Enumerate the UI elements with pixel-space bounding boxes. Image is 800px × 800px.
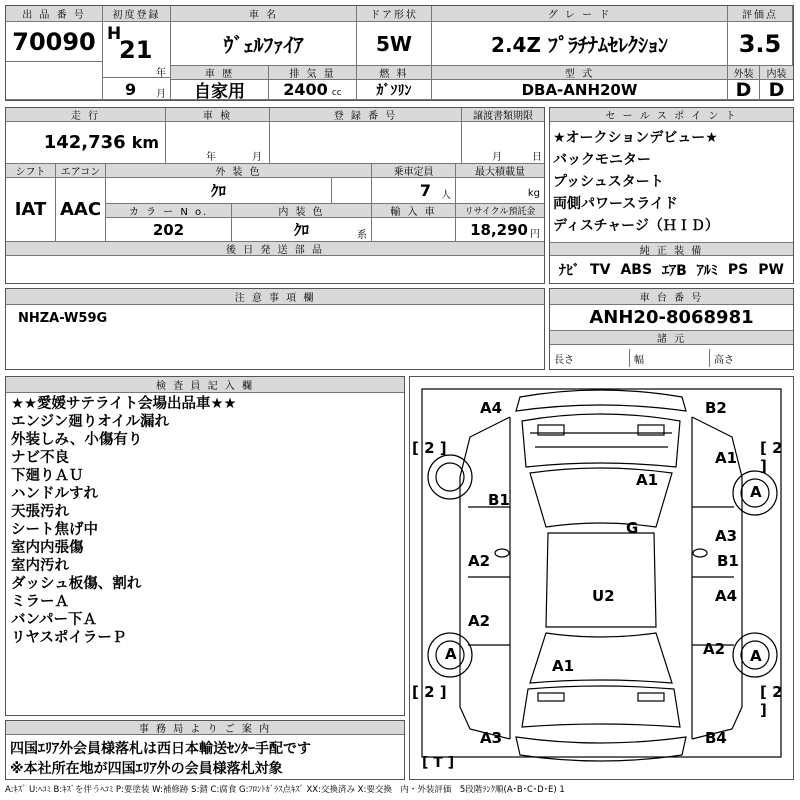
kg-unit: kg: [527, 188, 540, 199]
transfer-cell: [462, 122, 544, 164]
inspector-note: バンパー下Ａ: [11, 612, 97, 628]
later-parts: [6, 256, 544, 283]
score: 3.5: [728, 22, 793, 66]
first-reg-month: [103, 78, 171, 100]
inspector-note: 室内内張傷: [11, 540, 84, 556]
month-unit: 月: [156, 89, 166, 100]
yen-unit: 円: [530, 229, 540, 240]
chassis-number: ANH20-8068981: [550, 305, 793, 331]
cc-unit: cc: [331, 87, 342, 98]
lot-blank: [6, 62, 103, 100]
reg-number: [270, 122, 462, 164]
later-parts-label: 後 日 発 送 部 品: [6, 242, 544, 256]
reg-month: 9: [125, 80, 137, 99]
equip-item: TV: [590, 261, 611, 278]
inspector-note: エンジン廻りオイル漏れ: [11, 414, 170, 430]
inspector-note: 天張汚れ: [11, 504, 69, 520]
inspector-block: [5, 376, 405, 716]
equipment-label: 純 正 装 備: [550, 242, 793, 256]
km-unit: km: [131, 133, 159, 152]
dims-label: 諸 元: [550, 331, 793, 345]
caution-label: 注 意 事 項 欄: [6, 289, 544, 305]
office-label: 事 務 局 よ り ご 案 内: [6, 721, 404, 735]
score-label: 評価点: [728, 6, 793, 22]
inspector-label: 検 査 員 記 入 欄: [6, 377, 404, 393]
damage-left-rear-wheel: A: [445, 645, 457, 663]
caution-block: [5, 288, 545, 370]
color: ｸﾛ: [106, 178, 332, 204]
year-unit: 年: [156, 68, 166, 78]
fuel: ｶﾞｿﾘﾝ: [357, 80, 432, 100]
recycle: 18,290: [470, 220, 528, 239]
door-label: ドア形状: [357, 6, 432, 22]
ac: AAC: [56, 178, 106, 242]
inspection-cell: [166, 122, 270, 164]
inspection-label: 車 検: [166, 108, 270, 122]
car-name: ｳﾞｪﾙﾌｧｲｱ: [171, 22, 357, 66]
int-color-label: 内 装 色: [232, 204, 372, 218]
ext-grade: D: [728, 80, 760, 100]
inspector-note: 室内汚れ: [11, 558, 69, 574]
person-unit: 人: [441, 190, 451, 201]
int-color-cell: [232, 218, 372, 242]
color-no: 202: [106, 218, 232, 242]
sales-point: バックモニター: [553, 152, 651, 168]
transfer-label: 譲渡書類期限: [462, 108, 544, 122]
first-reg-year: [103, 22, 171, 78]
mileage-cell: [6, 122, 166, 164]
capacity-cell: [372, 178, 456, 204]
grade: 2.4Z ﾌﾟﾗﾁﾅﾑｾﾚｸｼｮﾝ: [432, 22, 728, 66]
inspector-note: ハンドルすれ: [11, 486, 98, 502]
int-grade-label: 内装: [760, 66, 793, 80]
color-no-label: カ ラ ー N o.: [106, 204, 232, 218]
chassis-block: [549, 288, 794, 370]
equipment-list: [550, 256, 793, 283]
damage-roof: U2: [592, 587, 615, 605]
door-type: 5W: [357, 22, 432, 66]
damage-right-rear-fender: A2: [703, 640, 726, 658]
header-block: [5, 5, 794, 101]
damage-left-front-door: A2: [468, 552, 491, 570]
inspector-note: ダッシュ板傷、割れ: [11, 576, 142, 592]
damage-right-front-door2: B1: [717, 552, 739, 570]
inspector-note: 下廻りＡＵ: [11, 468, 84, 484]
height-label: 高さ: [714, 354, 734, 366]
color-label: 外 装 色: [106, 164, 372, 178]
int-color: ｸﾛ: [293, 221, 309, 239]
office-line: ※本社所在地が四国ｴﾘｱ外の会員様落札対象: [10, 761, 283, 777]
sales-points-label: セ ー ル ス ポ イ ン ト: [550, 108, 793, 122]
damage-rear-area: A1: [552, 657, 575, 675]
shift: IAT: [6, 178, 56, 242]
damage-right-front-fender: A1: [715, 449, 738, 467]
insp-month-unit: 月: [252, 152, 262, 163]
damage-right-rear-wheel: A: [750, 647, 762, 665]
damage-right-front-door: A3: [715, 527, 738, 545]
capacity-label: 乗車定員: [372, 164, 456, 178]
inspector-note: ナビ不良: [11, 450, 69, 466]
insp-year-unit: 年: [206, 152, 216, 163]
length-label: 長さ: [550, 349, 630, 367]
kei-unit: 系: [357, 230, 367, 241]
bracket-tire: [ T ]: [422, 755, 455, 771]
equip-item: ABS: [620, 261, 653, 278]
mileage-label: 走 行: [6, 108, 166, 122]
fuel-label: 燃 料: [357, 66, 432, 80]
sales-points-block: [549, 107, 794, 284]
color-extra: [332, 178, 372, 204]
sales-point: ディスチャージ（ＨＩＤ）: [553, 218, 719, 234]
recycle-label: リサイクル預託金: [456, 204, 544, 218]
transfer-month-unit: 月: [492, 152, 502, 163]
displacement-cell: [269, 80, 357, 100]
lot-number: 70090: [6, 22, 103, 62]
specs-block: [5, 107, 545, 284]
damage-hood: A1: [636, 471, 659, 489]
era: H: [107, 24, 122, 44]
inspector-note: ミラーＡ: [11, 594, 69, 610]
chassis-label: 車 台 番 号: [550, 289, 793, 305]
inspector-note: リヤスポイラーＰ: [11, 630, 127, 646]
damage-bottom-right: B4: [705, 729, 727, 747]
equip-item: PS: [727, 261, 749, 278]
damage-top-right: B2: [705, 399, 727, 417]
transfer-day-unit: 日: [532, 152, 542, 163]
bracket-rear-left: [ 2 ]: [412, 683, 447, 701]
shift-label: シフト: [6, 164, 56, 178]
equip-item: ﾅﾋﾞ: [559, 262, 581, 279]
import-cell: [372, 218, 456, 242]
inspector-note: 外装しみ、小傷有り: [11, 432, 143, 448]
car-diagram: [409, 376, 794, 780]
model: DBA-ANH20W: [432, 80, 728, 100]
ext-grade-label: 外装: [728, 66, 760, 80]
damage-right-rear-door: A4: [715, 587, 738, 605]
mileage: 142,736: [43, 132, 126, 153]
damage-bottom-left: A3: [480, 729, 503, 747]
office-line: 四国ｴﾘｱ外会員様落札は西日本輸送ｾﾝﾀｰ手配です: [10, 741, 311, 757]
damage-left-rear-door: A2: [468, 612, 491, 630]
sales-point: プッシュスタート: [553, 174, 664, 190]
equip-item: ｴｱB: [662, 262, 687, 279]
office-block: [5, 720, 405, 780]
inspector-note: ★★愛媛サテライト会場出品車★★: [11, 396, 237, 412]
width-label: 幅: [630, 349, 710, 367]
damage-right-front-wheel: A: [750, 483, 762, 501]
load-label: 最大積載量: [456, 164, 544, 178]
equip-item: PW: [758, 261, 784, 278]
int-grade: D: [760, 80, 793, 100]
damage-windshield: G: [626, 519, 639, 537]
inspector-note: シート焦げ中: [11, 522, 98, 538]
damage-left-front-fender: B1: [488, 491, 510, 509]
load-cell: [456, 178, 544, 204]
displacement-label: 排 気 量: [269, 66, 357, 80]
import-label: 輸 入 車: [372, 204, 456, 218]
model-label: 型 式: [432, 66, 728, 80]
caution-text: NHZA-W59G: [18, 311, 108, 326]
recycle-cell: [456, 218, 544, 242]
ac-label: エアコン: [56, 164, 106, 178]
first-reg-label: 初度登録: [103, 6, 171, 22]
sales-points-list: [553, 127, 719, 237]
lot-label: 出 品 番 号: [6, 6, 103, 22]
bracket-front-left: [ 2 ]: [412, 439, 447, 457]
bracket-front-right: [ 2 ]: [760, 439, 783, 475]
history-label: 車 歴: [171, 66, 269, 80]
name-label: 車 名: [171, 6, 357, 22]
reg-number-label: 登 録 番 号: [270, 108, 462, 122]
equip-item: ｱﾙﾐ: [696, 262, 718, 279]
capacity: 7: [419, 181, 431, 200]
bracket-rear-right: [ 2 ]: [760, 683, 783, 719]
history: 自家用: [171, 80, 269, 100]
damage-top-left: A4: [480, 399, 503, 417]
grade-label: グ レ ー ド: [432, 6, 728, 22]
legend: A:ｷｽﾞ U:ﾍｺﾐ B:ｷｽﾞを伴うﾍｺﾐ P:要塗装 W:補修跡 S:錆 C:腐食 G:ﾌﾛﾝﾄｶﾞﾗｽ点ｷｽﾞ XX:交換済み X:要交換 内・外装評価 5段階ﾗﾝｸ順(A･B･C･D･E) 1: [5, 785, 565, 795]
car-outline-svg: [410, 377, 793, 779]
displacement: 2400: [283, 80, 328, 99]
sales-point: ★オークションデビュー★: [553, 130, 718, 146]
sales-point: 両側パワースライド: [553, 196, 678, 212]
reg-year: 21: [119, 36, 153, 64]
